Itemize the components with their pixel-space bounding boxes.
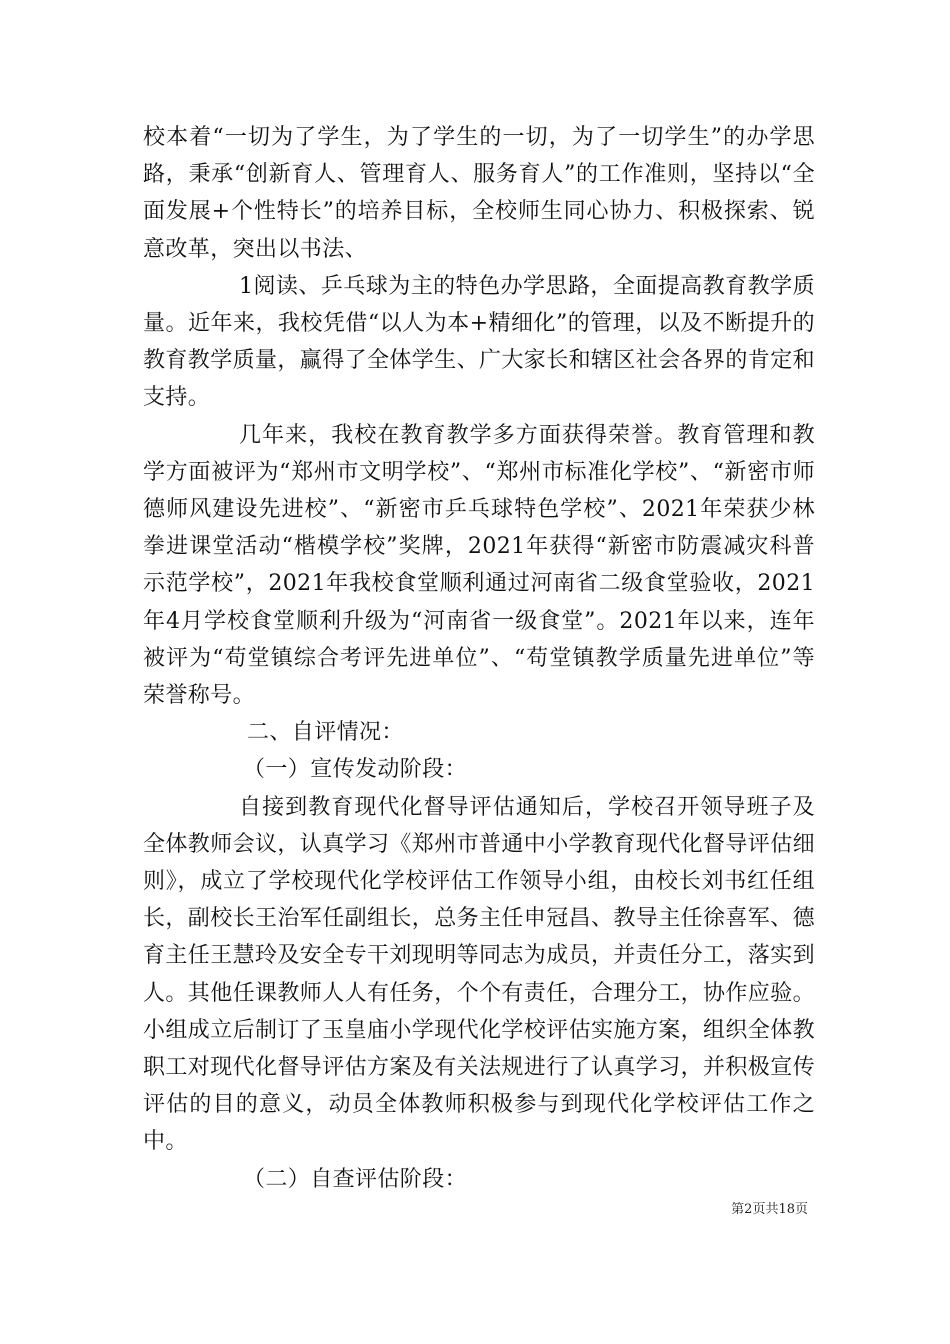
- paragraph-continuation: 校本着“一切为了学生，为了学生的一切，为了一切学生”的办学思路，秉承“创新育人、管理育人、服务育人”的工作准则，坚持以“全面发展+个性特长”的培养目标，全校师生同心协力、积极探索、锐意改革，突出以书法、: [143, 125, 815, 262]
- page-number-footer: 第2页共18页: [731, 1202, 808, 1217]
- subsection-heading-self-check: （二）自查评估阶段：: [243, 1166, 468, 1192]
- subsection-heading-publicity: （一）宣传发动阶段：: [243, 757, 468, 783]
- document-body: [143, 119, 815, 1198]
- paragraph-honors: 几年来，我校在教育教学多方面获得荣誉。教育管理和教学方面被评为“郑州市文明学校”、“郑州市标准化学校”、“新密市师德师风建设先进校”、“新密市乒乓球特色学校”、2021年荣获少林拳进课堂活动“楷模学校”奖牌，2021年获得“新密市防震减灾科普示范学校”，2021年我校食堂顺利通过河南省二级食堂验收，2021年4月学校食堂顺利升级为“河南省一级食堂”。2021年以来，连年被评为“苟堂镇综合考评先进单位”、“苟堂镇教学质量先进单位”等荣誉称号。: [143, 422, 815, 709]
- paragraph-publicity: 自接到教育现代化督导评估通知后，学校召开领导班子及全体教师会议，认真学习《郑州市普通中小学教育现代化督导评估细则》，成立了学校现代化学校评估工作领导小组，由校长刘书红任组长，副校长王治军任副组长，总务主任申冠昌、教导主任徐喜军、德育主任王慧玲及安全专干刘现明等同志为成员，并责任分工，落实到人。其他任课教师人人有任务，个个有责任，合理分工，协作应验。小组成立后制订了玉皇庙小学现代化学校评估实施方案，组织全体教职工对现代化督导评估方案及有关法规进行了认真学习，并积极宣传评估的目的意义，动员全体教师积极参与到现代化学校评估工作之中。: [143, 794, 816, 1155]
- section-heading-self-evaluation: 二、自评情况：: [247, 720, 404, 746]
- paragraph-features: 1阅读、乒乓球为主的特色办学思路，全面提高教育教学质量。近年来，我校凭借“以人为本+精细化”的管理，以及不断提升的教育教学质量，赢得了全体学生、广大家长和辖区社会各界的肯定和支持。: [143, 273, 816, 411]
